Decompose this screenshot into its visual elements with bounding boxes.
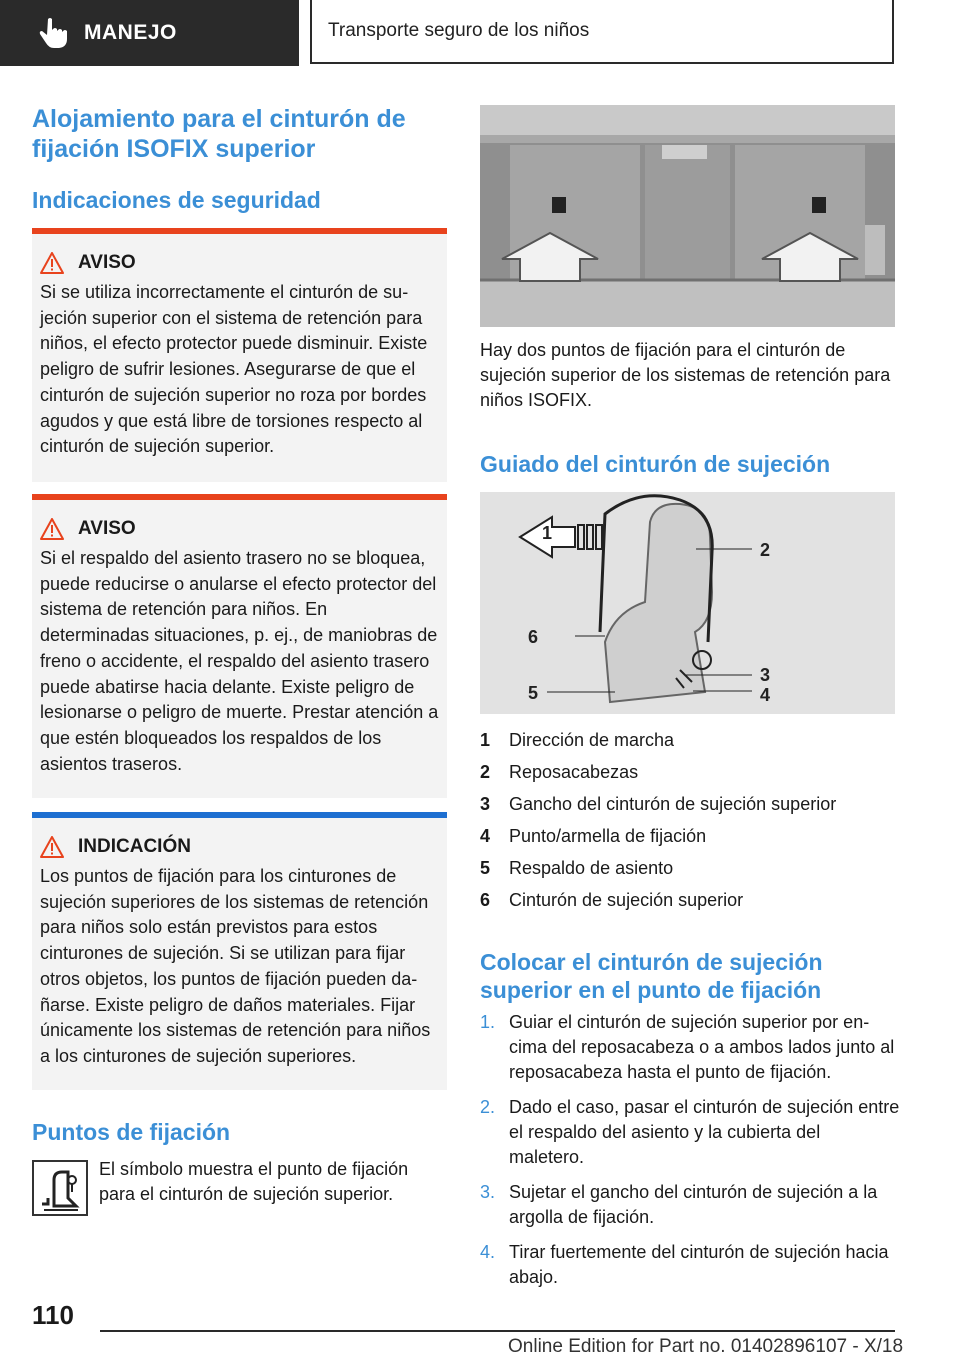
section-title: MANEJO	[84, 21, 177, 44]
warning-title: AVISO	[78, 518, 136, 539]
section-subtitle: Indicaciones de seguridad	[32, 187, 321, 213]
note-box	[32, 812, 447, 1090]
legend-text: Respaldo de asiento	[509, 858, 674, 878]
note-title: INDICACIÓN	[78, 836, 191, 857]
anchor-section	[32, 1118, 447, 1146]
page-number: 110	[32, 1300, 74, 1330]
diagram-legend	[480, 724, 900, 916]
legend-item	[480, 884, 900, 916]
legend-item	[480, 820, 900, 852]
diagram-label-6: 6	[528, 627, 539, 647]
warning-title: AVISO	[78, 252, 136, 273]
diagram-label-5: 5	[528, 683, 539, 703]
legend-text: Dirección de marcha	[509, 730, 675, 750]
legend-item	[480, 724, 900, 756]
step-text: Dado el caso, pasar el cinturón de sujeción entre el respaldo del asiento y la cubierta del maletero.	[509, 1097, 900, 1167]
diagram-label-1: 1	[542, 523, 553, 543]
legend-text: Punto/armella de fijación	[509, 826, 707, 846]
legend-number: 4	[480, 826, 491, 846]
trunk-anchor-photo	[480, 105, 895, 327]
legend-number: 6	[480, 890, 491, 910]
guide-heading: Guiado del cinturón de sujeción	[480, 451, 831, 477]
legend-item	[480, 852, 900, 884]
instruction-steps	[480, 1010, 900, 1300]
legend-text: Reposacabezas	[509, 762, 639, 782]
diagram-label-2: 2	[760, 540, 771, 560]
step-text: Sujetar el gancho del cinturón de sujeción a la argolla de fijación.	[509, 1182, 878, 1227]
warning-text: Si se utiliza incorrectamente el cinturón de sujeción superior con el sistema de retención para niños, el efecto protector puede disminuir. Existe peligro de sufrir lesiones. Asegurarse de que el cinturón de sujeción superior no roza por bordes agudos y que está libre de torsiones respecto al cinturón de sujeción superior.	[40, 282, 428, 457]
step-item	[480, 1180, 900, 1230]
chapter-title: Transporte seguro de los niños	[328, 20, 590, 41]
anchor-heading: Puntos de fijación	[32, 1119, 231, 1145]
note-text: Los puntos de fijación para los cinturones de sujeción superiores de los sistemas de retención para niños solo están previstos para estos cinturones de sujeción. Si se utilizan para fijar otros objetos, los puntos de fijación pueden dañarse. Existe peligro de daños materiales. Fijar únicamente los sistemas de retención para niños a los cinturones de sujeción superiores.	[40, 866, 431, 1066]
anchor-description: El símbolo muestra el punto de fijación para el cinturón de sujeción superior.	[99, 1159, 409, 1204]
step-text: Guiar el cinturón de sujeción superior por encima del reposacabeza o a ambos lados junto al reposacabeza hasta el punto de fijación.	[509, 1012, 895, 1082]
warning-box-2	[32, 494, 447, 798]
legend-number: 1	[480, 730, 491, 750]
footer-divider	[100, 1330, 895, 1332]
page-title: Alojamiento para el cinturón de fijación ISOFIX superior	[32, 105, 406, 163]
note-triangle-icon	[40, 836, 64, 858]
legend-item	[480, 756, 900, 788]
edition-footer: Online Edition for Part no. 01402896107 - X/18	[508, 1336, 904, 1357]
diagram-label-3: 3	[760, 665, 771, 685]
step-item	[480, 1095, 900, 1170]
step-item	[480, 1010, 900, 1085]
legend-number: 2	[480, 762, 491, 782]
step-text: Tirar fuertemente del cinturón de sujeción hacia abajo.	[509, 1242, 889, 1287]
step-number: 2.	[480, 1097, 496, 1117]
left-headings	[32, 104, 447, 214]
section-tab	[0, 0, 299, 66]
legend-text: Cinturón de sujeción superior	[509, 890, 744, 910]
tether-route-diagram	[480, 492, 895, 714]
legend-text: Gancho del cinturón de sujeción superior	[509, 794, 837, 814]
photo-caption: Hay dos puntos de fijación para el cinturón de sujeción superior de los sistemas de retención para niños ISOFIX.	[480, 340, 891, 410]
legend-number: 5	[480, 858, 491, 878]
isofix-anchor-icon	[32, 1160, 88, 1216]
note-bar	[32, 812, 447, 818]
warning-triangle-icon	[40, 518, 64, 540]
warning-triangle-icon	[40, 252, 64, 274]
placement-heading: Colocar el cinturón de sujeción superior en el punto de fijación	[480, 949, 823, 1003]
legend-number: 3	[480, 794, 491, 814]
step-number: 4.	[480, 1242, 496, 1262]
hand-icon	[34, 15, 70, 51]
step-item	[480, 1240, 900, 1290]
step-number: 1.	[480, 1012, 496, 1032]
warning-bar	[32, 228, 447, 234]
warning-text: Si el respaldo del asiento trasero no se bloquea, puede reducirse o anularse el efecto protector del sistema de retención para niños. En determinadas situaciones, p. ej., de maniobras de freno o accidente, el respaldo del asiento trasero puede abatirse hacia delante. Existe peligro de lesionarse o peligro de muerte. Prestar atención a que estén bloqueados los respaldos de los asientos traseros.	[40, 548, 439, 774]
diagram-label-4: 4	[760, 685, 771, 705]
warning-bar	[32, 494, 447, 500]
warning-box-1	[32, 228, 447, 482]
chapter-header	[310, 0, 894, 64]
legend-item	[480, 788, 900, 820]
step-number: 3.	[480, 1182, 496, 1202]
